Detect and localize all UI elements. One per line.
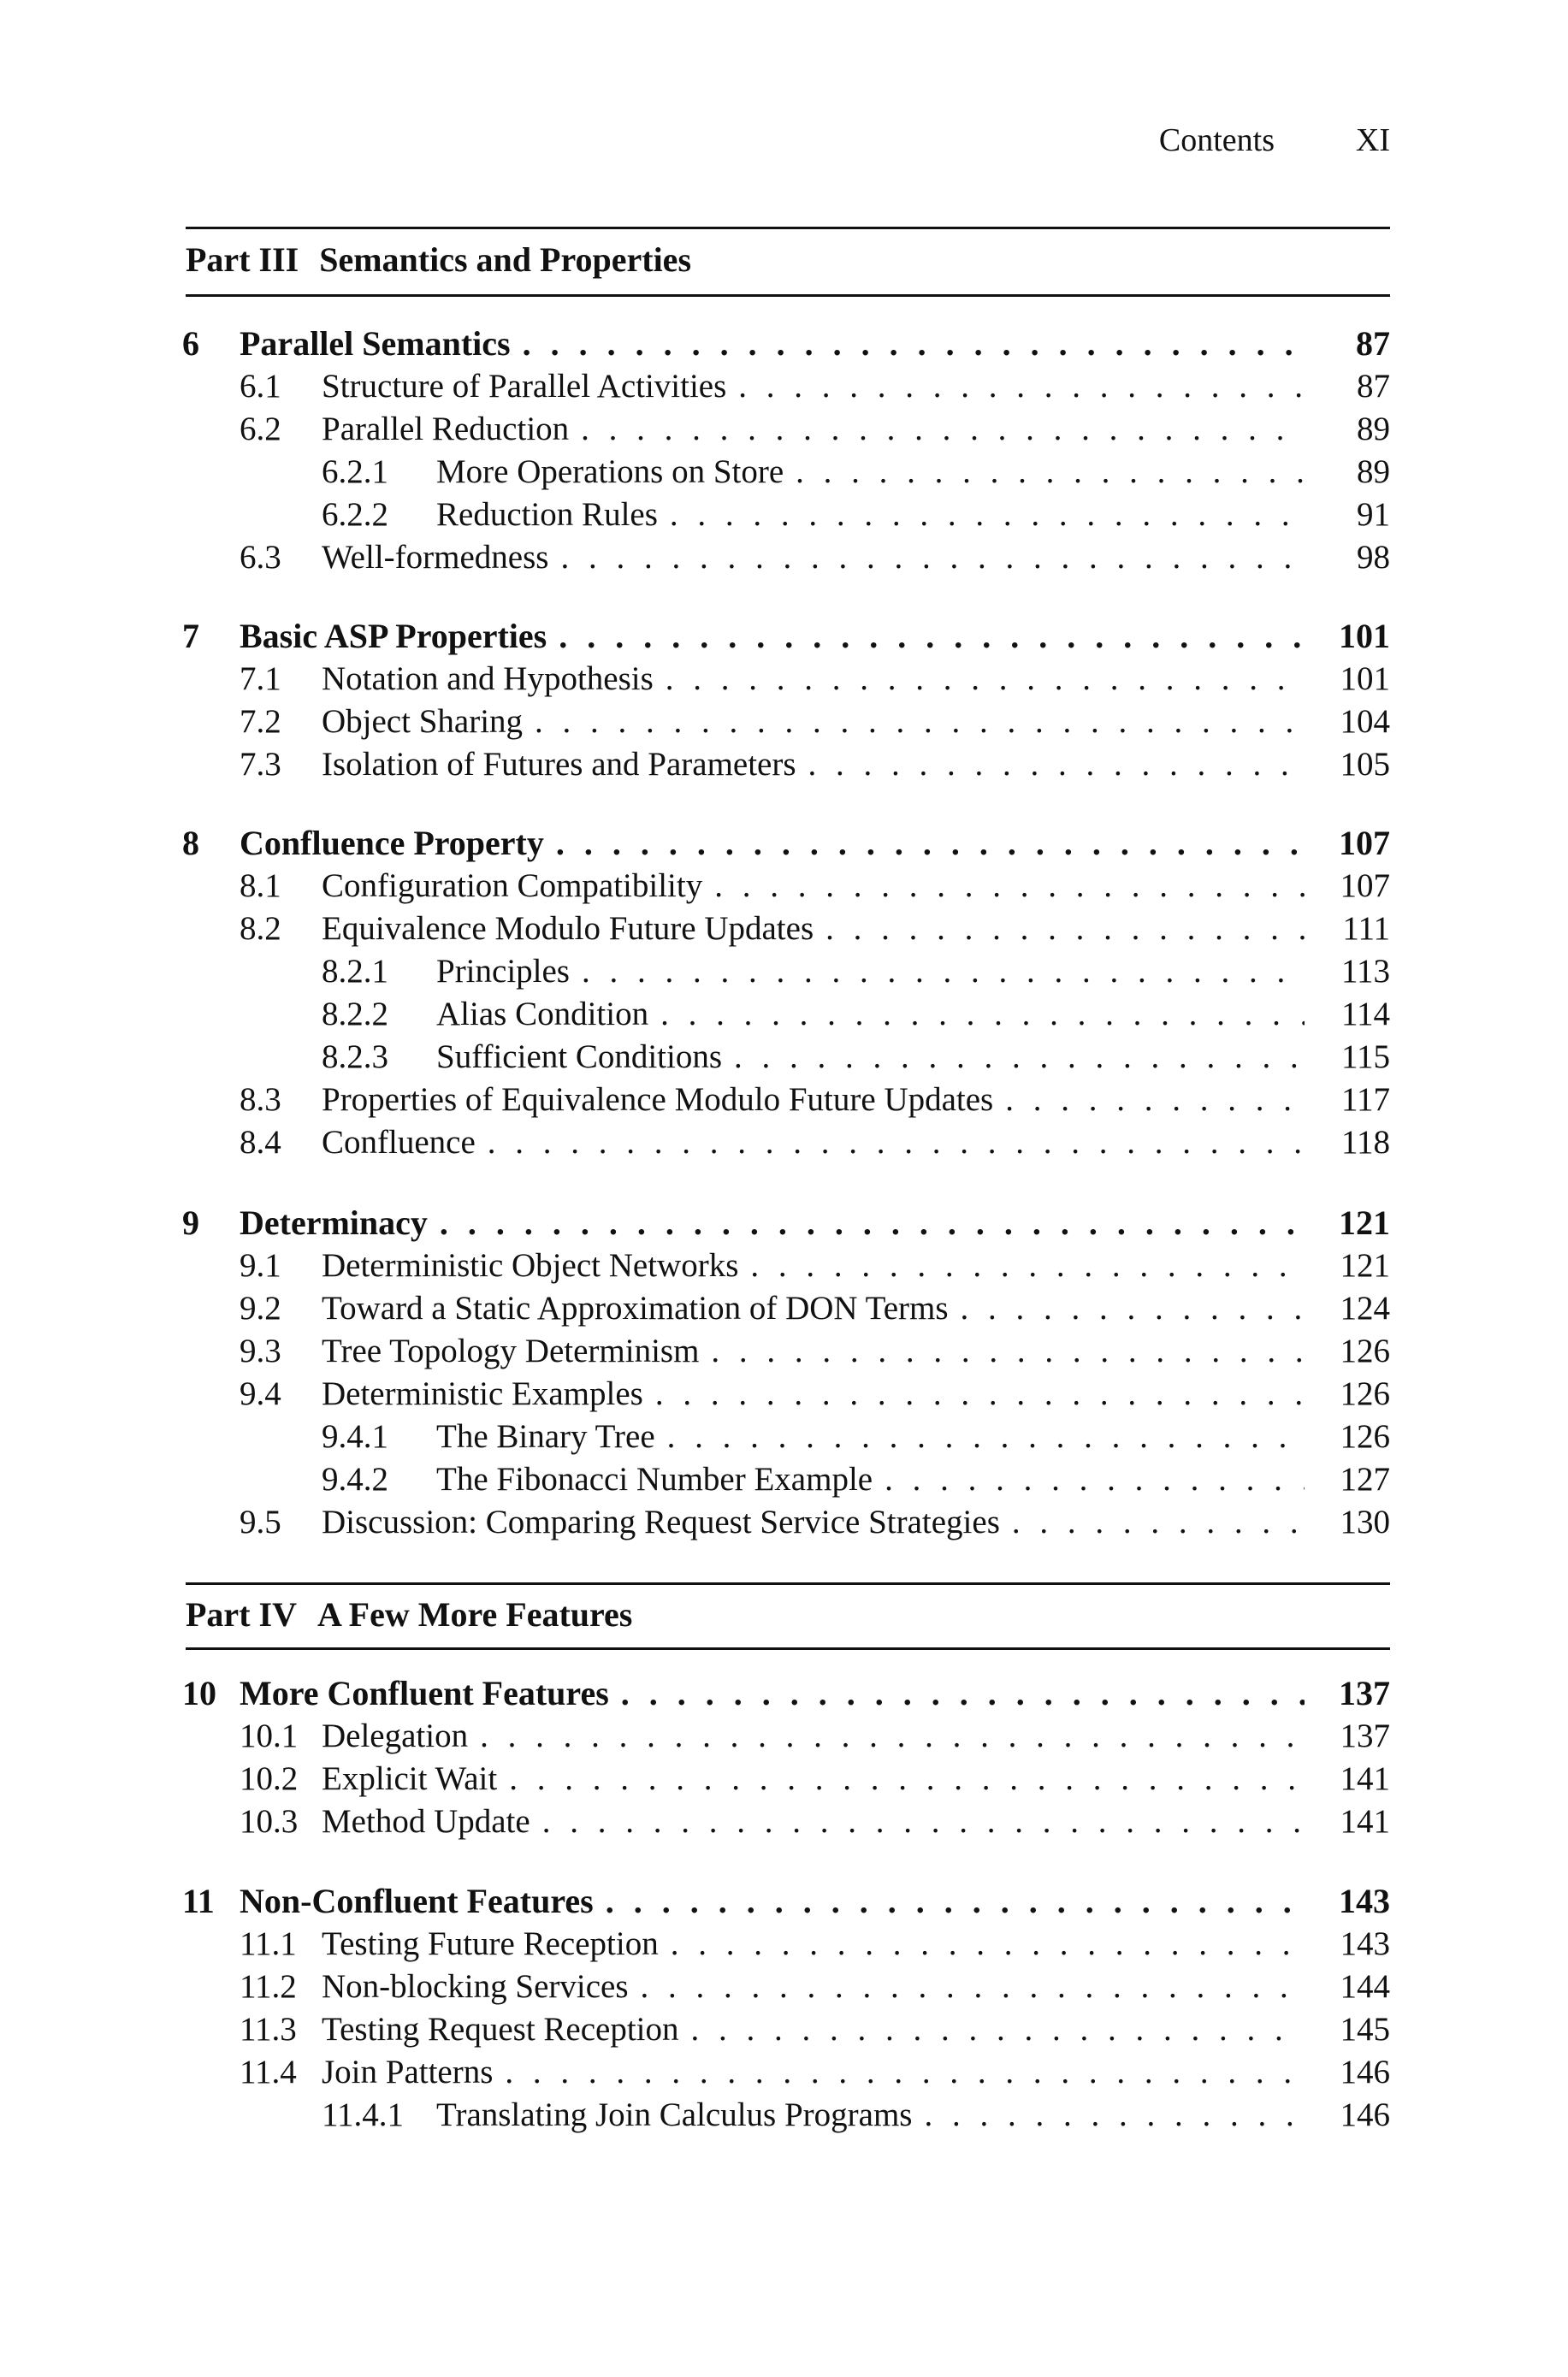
leader-dots	[750, 1245, 1305, 1287]
toc-subsection-entry[interactable]	[0, 2094, 1568, 2137]
section-page: 143	[1340, 1925, 1390, 1962]
subsection-title: Reduction Rules	[436, 496, 658, 533]
section-number: 10.3	[240, 1803, 299, 1840]
leader-dots	[641, 1966, 1305, 2008]
leader-dots	[582, 950, 1305, 993]
part-title: Semantics and Properties	[319, 240, 692, 279]
leader-dots	[542, 1800, 1305, 1843]
leader-dots	[660, 993, 1305, 1036]
section-number: 11.1	[240, 1925, 297, 1962]
section-page: 117	[1340, 1081, 1390, 1118]
leader-dots	[488, 1121, 1305, 1164]
section-title: Confluence	[322, 1124, 476, 1161]
leader-dots	[559, 615, 1305, 658]
leader-dots	[523, 322, 1305, 365]
subsection-page: 126	[1340, 1418, 1390, 1455]
toc-section-entry[interactable]	[0, 1800, 1568, 1843]
subsection-title: Alias Condition	[436, 996, 649, 1032]
section-title: Toward a Static Approximation of DON Terms	[322, 1290, 949, 1327]
leader-dots	[734, 1036, 1305, 1079]
subsection-title: Sufficient Conditions	[436, 1038, 723, 1075]
section-number: 9.5	[240, 1504, 281, 1540]
leader-dots	[808, 743, 1305, 786]
section-number: 8.1	[240, 867, 281, 904]
part-heading	[186, 236, 691, 284]
section-number: 10.1	[240, 1718, 299, 1754]
toc-section-entry[interactable]	[0, 1330, 1568, 1373]
chapter-page: 101	[1339, 617, 1390, 655]
section-number: 8.2	[240, 910, 281, 947]
subsection-page: 146	[1340, 2096, 1390, 2133]
toc-chapter-entry[interactable]	[0, 1202, 1568, 1245]
toc-section-entry[interactable]	[0, 536, 1568, 579]
subsection-title: More Operations on Store	[436, 453, 784, 490]
subsection-title: Translating Join Calculus Programs	[436, 2096, 913, 2133]
chapter-number: 9	[182, 1203, 199, 1242]
leader-dots	[655, 1373, 1305, 1416]
leader-dots	[1005, 1079, 1305, 1121]
subsection-number: 9.4.2	[322, 1461, 388, 1498]
section-page: 111	[1342, 910, 1390, 947]
section-number: 11.2	[240, 1968, 297, 2005]
toc-section-entry[interactable]	[0, 743, 1568, 786]
section-title: Deterministic Object Networks	[322, 1247, 739, 1284]
toc-subsection-entry[interactable]	[0, 451, 1568, 494]
section-title: Configuration Compatibility	[322, 867, 703, 904]
leader-dots	[606, 1880, 1305, 1923]
toc-section-entry[interactable]	[0, 1501, 1568, 1544]
section-number: 11.4	[240, 2054, 297, 2090]
section-page: 107	[1340, 867, 1390, 904]
section-page: 130	[1340, 1504, 1390, 1540]
toc-chapter-entry[interactable]	[0, 1672, 1568, 1715]
chapter-page: 143	[1339, 1882, 1390, 1920]
section-title: Tree Topology Determinism	[322, 1333, 700, 1369]
leader-dots	[961, 1287, 1305, 1330]
toc-section-entry[interactable]	[0, 1121, 1568, 1164]
section-title: Deterministic Examples	[322, 1375, 643, 1412]
section-title: Structure of Parallel Activities	[322, 368, 727, 405]
section-title: Delegation	[322, 1718, 469, 1754]
toc-section-entry[interactable]	[0, 2008, 1568, 2051]
leader-dots	[691, 2008, 1305, 2051]
section-page: 126	[1340, 1333, 1390, 1369]
subsection-title: Principles	[436, 953, 570, 990]
section-title: Equivalence Modulo Future Updates	[322, 910, 814, 947]
section-title: Well-formedness	[322, 539, 549, 576]
section-title: Discussion: Comparing Request Service Strategies	[322, 1504, 1000, 1540]
section-title: Explicit Wait	[322, 1760, 498, 1797]
section-number: 6.1	[240, 368, 281, 405]
toc-subsection-entry[interactable]	[0, 494, 1568, 536]
part-bottom-rule	[186, 1647, 1390, 1650]
section-title: Notation and Hypothesis	[322, 660, 654, 697]
toc-section-entry[interactable]	[0, 1245, 1568, 1287]
chapter-title: Confluence Property	[240, 824, 544, 862]
chapter-number: 7	[182, 617, 199, 655]
part-label: Part III	[186, 240, 299, 279]
leader-dots	[535, 701, 1305, 743]
toc-subsection-entry[interactable]	[0, 1458, 1568, 1501]
section-page: 101	[1340, 660, 1390, 697]
toc-section-entry[interactable]	[0, 1715, 1568, 1758]
section-number: 9.2	[240, 1290, 281, 1327]
section-title: Non-blocking Services	[322, 1968, 629, 2005]
subsection-page: 114	[1340, 996, 1390, 1032]
toc-section-entry[interactable]	[0, 1287, 1568, 1330]
leader-dots	[825, 908, 1305, 950]
running-header-page-number: XI	[1355, 122, 1390, 158]
section-page: 121	[1340, 1247, 1390, 1284]
leader-dots	[509, 1758, 1305, 1800]
leader-dots	[1012, 1501, 1305, 1544]
leader-dots	[581, 408, 1305, 451]
toc-subsection-entry[interactable]	[0, 1036, 1568, 1079]
toc-section-entry[interactable]	[0, 1966, 1568, 2008]
part-title: A Few More Features	[317, 1595, 633, 1634]
toc-chapter-entry[interactable]	[0, 322, 1568, 365]
section-title: Testing Future Reception	[322, 1925, 659, 1962]
chapter-number: 8	[182, 824, 199, 862]
section-page: 126	[1340, 1375, 1390, 1412]
section-page: 104	[1340, 703, 1390, 740]
leader-dots	[560, 536, 1305, 579]
chapter-page: 107	[1339, 824, 1390, 862]
chapter-title: Basic ASP Properties	[240, 617, 547, 655]
chapter-page: 87	[1356, 324, 1390, 363]
section-title: Object Sharing	[322, 703, 524, 740]
section-page: 105	[1340, 746, 1390, 783]
part-bottom-rule	[186, 294, 1390, 297]
toc-section-entry[interactable]	[0, 1758, 1568, 1800]
leader-dots	[738, 365, 1305, 408]
leader-dots	[714, 865, 1305, 908]
chapter-title: Determinacy	[240, 1203, 428, 1242]
chapter-title: More Confluent Features	[240, 1674, 609, 1712]
leader-dots	[671, 1923, 1305, 1966]
part-top-rule	[186, 227, 1390, 229]
toc-section-entry[interactable]	[0, 365, 1568, 408]
subsection-page: 115	[1340, 1038, 1390, 1075]
chapter-number: 6	[182, 324, 199, 363]
section-page: 87	[1357, 368, 1390, 405]
section-page: 124	[1340, 1290, 1390, 1327]
section-number: 6.3	[240, 539, 281, 576]
section-number: 9.1	[240, 1247, 281, 1284]
chapter-page: 137	[1339, 1674, 1390, 1712]
section-title: Method Update	[322, 1803, 530, 1840]
toc-section-entry[interactable]	[0, 658, 1568, 701]
leader-dots	[666, 658, 1305, 701]
toc-section-entry[interactable]	[0, 908, 1568, 950]
subsection-page: 91	[1357, 496, 1390, 533]
leader-dots	[621, 1672, 1305, 1715]
section-page: 118	[1340, 1124, 1390, 1161]
leader-dots	[711, 1330, 1305, 1373]
chapter-number: 11	[182, 1882, 215, 1920]
subsection-page: 89	[1357, 453, 1390, 490]
section-number: 6.2	[240, 411, 281, 447]
toc-section-entry[interactable]	[0, 701, 1568, 743]
subsection-number: 6.2.1	[322, 453, 388, 490]
subsection-number: 8.2.1	[322, 953, 388, 990]
section-title: Properties of Equivalence Modulo Future Updates	[322, 1081, 994, 1118]
subsection-number: 8.2.3	[322, 1038, 388, 1075]
running-header-title: Contents	[1158, 122, 1275, 158]
subsection-number: 11.4.1	[322, 2096, 405, 2133]
section-number: 11.3	[240, 2011, 297, 2048]
section-title: Parallel Reduction	[322, 411, 570, 447]
toc-subsection-entry[interactable]	[0, 950, 1568, 993]
subsection-page: 127	[1340, 1461, 1390, 1498]
section-page: 141	[1340, 1760, 1390, 1797]
leader-dots	[480, 1715, 1305, 1758]
section-number: 9.3	[240, 1333, 281, 1369]
part-heading	[186, 1591, 632, 1639]
section-page: 89	[1357, 411, 1390, 447]
section-page: 137	[1340, 1718, 1390, 1754]
leader-dots	[667, 1416, 1305, 1458]
subsection-number: 6.2.2	[322, 496, 388, 533]
section-number: 8.4	[240, 1124, 281, 1161]
leader-dots	[556, 822, 1305, 865]
chapter-number: 10	[182, 1674, 216, 1712]
chapter-title: Parallel Semantics	[240, 324, 511, 363]
toc-subsection-entry[interactable]	[0, 993, 1568, 1036]
subsection-title: The Binary Tree	[436, 1418, 655, 1455]
leader-dots	[924, 2094, 1305, 2137]
section-number: 8.3	[240, 1081, 281, 1118]
subsection-number: 9.4.1	[322, 1418, 388, 1455]
section-number: 10.2	[240, 1760, 299, 1797]
section-page: 144	[1340, 1968, 1390, 2005]
toc-subsection-entry[interactable]	[0, 1416, 1568, 1458]
section-number: 9.4	[240, 1375, 281, 1412]
part-label: Part IV	[186, 1595, 297, 1634]
toc-chapter-entry[interactable]	[0, 1880, 1568, 1923]
leader-dots	[885, 1458, 1305, 1501]
leader-dots	[670, 494, 1305, 536]
toc-section-entry[interactable]	[0, 1079, 1568, 1121]
leader-dots	[440, 1202, 1305, 1245]
toc-section-entry[interactable]	[0, 408, 1568, 451]
toc-section-entry[interactable]	[0, 865, 1568, 908]
toc-chapter-entry[interactable]	[0, 822, 1568, 865]
subsection-number: 8.2.2	[322, 996, 388, 1032]
part-top-rule	[186, 1582, 1390, 1585]
subsection-page: 113	[1340, 953, 1390, 990]
section-number: 7.2	[240, 703, 281, 740]
toc-section-entry[interactable]	[0, 2051, 1568, 2094]
chapter-title: Non-Confluent Features	[240, 1882, 594, 1920]
section-page: 141	[1340, 1803, 1390, 1840]
toc-section-entry[interactable]	[0, 1373, 1568, 1416]
section-title: Isolation of Futures and Parameters	[322, 746, 796, 783]
section-number: 7.3	[240, 746, 281, 783]
chapter-page: 121	[1339, 1203, 1390, 1242]
subsection-title: The Fibonacci Number Example	[436, 1461, 873, 1498]
section-page: 98	[1357, 539, 1390, 576]
section-title: Join Patterns	[322, 2054, 494, 2090]
section-title: Testing Request Reception	[322, 2011, 679, 2048]
section-page: 146	[1340, 2054, 1390, 2090]
leader-dots	[505, 2051, 1305, 2094]
section-number: 7.1	[240, 660, 281, 697]
toc-chapter-entry[interactable]	[0, 615, 1568, 658]
section-page: 145	[1340, 2011, 1390, 2048]
toc-section-entry[interactable]	[0, 1923, 1568, 1966]
leader-dots	[796, 451, 1305, 494]
